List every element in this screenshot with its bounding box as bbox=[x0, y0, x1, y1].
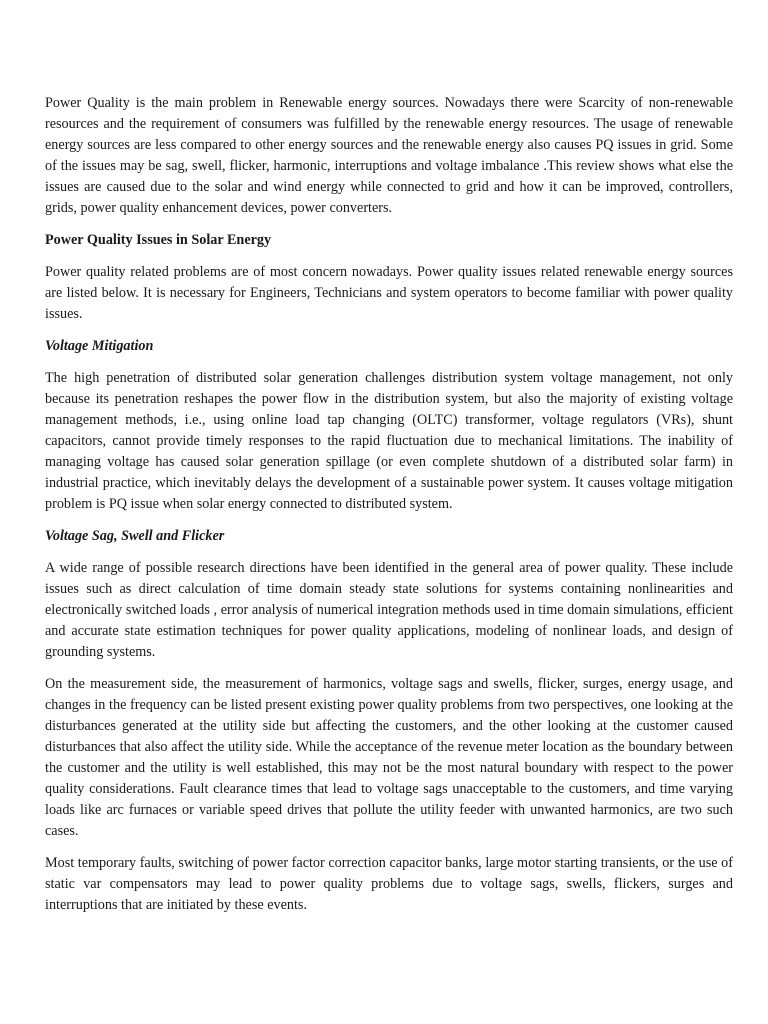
temporary-faults-paragraph: Most temporary faults, switching of power factor correction capacitor banks, large motor starting transients, or the use of static var compensators may lead to power quality problems due to voltage sags, swells, flickers, surges and interruptions that are initiated by these events. bbox=[45, 855, 733, 913]
subheading-voltage-mitigation: Voltage Mitigation bbox=[45, 338, 154, 354]
research-directions-paragraph: A wide range of possible research directions have been identified in the general area of power quality. These include issues such as direct calculation of time domain steady state solutions for systems containing nonlinearities and electronically switched loads , error analysis of numerical integration methods used in time domain simulations, efficient and accurate state estimation techniques for power quality applications, modeling of nonlinear loads, and design of grounding systems. bbox=[45, 560, 733, 660]
document-page bbox=[45, 93, 733, 927]
solar-intro-paragraph: Power quality related problems are of most concern nowadays. Power quality issues related renewable energy sources are listed below. It is necessary for Engineers, Technicians and system operators to become familiar with power quality issues. bbox=[45, 264, 733, 322]
intro-paragraph: Power Quality is the main problem in Renewable energy sources. Nowadays there were Scarcity of non-renewable resources and the requirement of consumers was fulfilled by the renewable energy resources. The usage of renewable energy sources are less compared to other energy sources and the renewable energy also causes PQ issues in grid. Some of the issues may be sag, swell, flicker, harmonic, interruptions and voltage imbalance .This review shows what else the issues are caused due to the solar and wind energy while connected to grid and how it can be improved, controllers, grids, power quality enhancement devices, power converters. bbox=[45, 95, 733, 216]
section-heading-solar: Power Quality Issues in Solar Energy bbox=[45, 232, 272, 248]
voltage-mitigation-paragraph: The high penetration of distributed solar generation challenges distribution system voltage management, not only because its penetration reshapes the power flow in the distribution system, but also the majority of existing voltage management methods, i.e., using online load tap changing (OLTC) transformer, voltage regulators (VRs), shunt capacitors, cannot provide timely responses to the rapid fluctuation due to mechanical limitations. The inability of managing voltage has caused solar generation spillage (or even complete shutdown of a distributed solar farm) in industrial practice, which inevitably delays the development of a sustainable power system. It causes voltage mitigation problem is PQ issue when solar energy connected to distributed system. bbox=[45, 370, 733, 512]
measurement-side-paragraph: On the measurement side, the measurement of harmonics, voltage sags and swells, flicker, surges, energy usage, and changes in the frequency can be listed present existing power quality problems from two perspectives, one looking at the disturbances generated at the utility side but affecting the customers, and the other looking at the customer caused disturbances that also affect the utility side. While the acceptance of the revenue meter location as the boundary between the customer and the utility is well established, this may not be the most natural boundary with respect to the power quality considerations. Fault clearance times that lead to voltage sags unacceptable to the customers, and time varying loads like arc furnaces or variable speed drives that pollute the utility feeder with unwanted harmonics, are two such cases. bbox=[45, 676, 733, 839]
subheading-sag-swell-flicker: Voltage Sag, Swell and Flicker bbox=[45, 528, 225, 544]
